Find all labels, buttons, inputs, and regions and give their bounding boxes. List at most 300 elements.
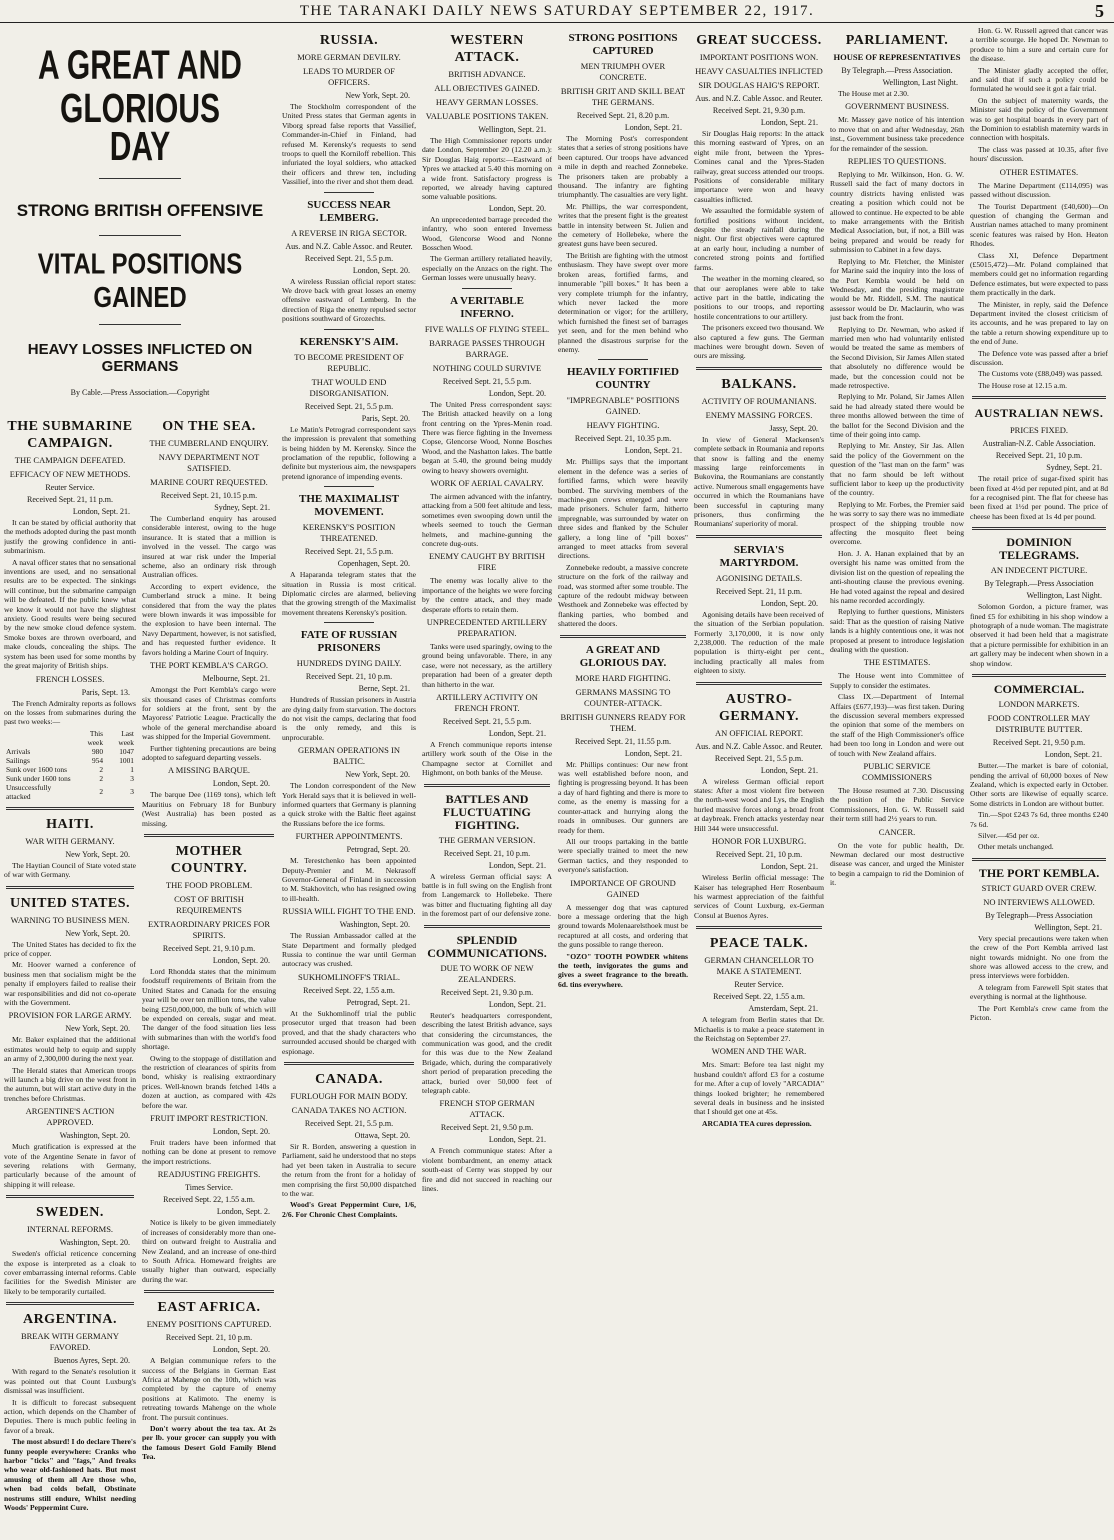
subheadline: HUNDREDS DYING DAILY. — [296, 658, 402, 669]
subheadline: A MISSING BARQUE. — [168, 765, 250, 776]
dateline: London, Sept. 21. — [488, 1135, 546, 1145]
subheadline: HONOR FOR LUXBURG. — [711, 836, 807, 847]
headline: SUCCESS NEAR LEMBERG. — [307, 198, 391, 224]
paragraph: The German artillery retaliated heavily, especially on the Anzacs on the right. The German losses were unusually heavy. — [422, 254, 552, 283]
paragraph: The enemy was locally alive to the importance of the heights we were forcing by the centre attack, and they made desperate efforts to retain them. — [422, 576, 552, 614]
advertisement: Wood's Great Peppermint Cure, 1/6, 2/6. For Chronic Chest Complaints. — [282, 1200, 416, 1219]
headline: SWEDEN. — [36, 1205, 104, 1221]
paragraph: Wireless Berlin official message: The Kaiser has telegraphed Herr Rosenbaum his warmest appreciation of the faithful services of Count Luxburg, ex-German Consul at Buenos Ayres. — [694, 873, 824, 920]
paragraph: Le Matin's Petrograd correspondent says the impression is prevalent that something is being hidden by M. Kerensky. Since the proclamation of the republic, following a definite but mysterious aim, the newspapers pretend ignorance of impending events. — [282, 424, 416, 481]
paragraph: At the Sukhomlinoff trial the public prosecutor urged that treason had been proved, and that the shady characters who surrounded accused should be charged with espionage. — [282, 1008, 416, 1056]
dateline: Copenhagen, Sept. 20. — [337, 559, 410, 569]
received-line: Received Sept. 21, 10 p.m. — [165, 1333, 253, 1343]
paragraph: A Belgian communique refers to the success of the Belgians in German East Africa at Mahenge on the 10th, which was completed by the capture of enemy positions at Kalimoto. The enemy is retreating towards Mahenge on the whole front. The pursuit continues. — [142, 1356, 276, 1422]
paragraph: Other metals unchanged. — [978, 842, 1054, 852]
source-line: Aus. and N.Z. Cable Assoc. and Reuter. — [695, 94, 823, 103]
paragraph: The Haytian Council of State voted state of war with Germany. — [4, 860, 136, 880]
subheadline: EFFICACY OF NEW METHODS. — [9, 469, 131, 479]
paragraph: The House rose at 12.15 a.m. — [978, 380, 1067, 390]
banner-line-3: STRONG BRITISH OFFENSIVE — [16, 201, 264, 220]
received-line: Received Sept. 21, 9.10 p.m. — [162, 943, 256, 953]
subheadline: THE CUMBERLAND ENQUIRY. — [149, 438, 269, 448]
table-cell: 3 — [130, 787, 134, 797]
paragraph: Mr. Massey gave notice of his intention to move that on and after Wednesday, 26th inst., Government business take precedence for the remainder of the session. — [830, 115, 964, 153]
received-line: Received Sept. 21, 5.5 p.m. — [304, 253, 394, 263]
dateline: Paris, Sept. 13. — [81, 687, 130, 697]
paragraph: Silver.—45d per oz. — [978, 830, 1040, 840]
table-cell: Sunk under 1600 tons — [6, 773, 71, 783]
dateline: Berne, Sept. 21. — [358, 684, 410, 694]
subheadline: ARTILLERY ACTIVITY ON FRENCH FRONT. — [436, 692, 538, 714]
headline: PEACE TALK. — [709, 936, 809, 952]
subheadline: AN INDECENT PICTURE. — [990, 565, 1088, 576]
dateline: Sydney, Sept. 21. — [214, 503, 270, 512]
subheadline: DUE TO WORK OF NEW ZEALANDERS. — [440, 962, 534, 984]
table-cell: This week — [87, 728, 104, 747]
table-cell: 1 — [130, 764, 134, 774]
paragraph: Amongst the Port Kembla's cargo were six thousand cases of Christmas comforts for soldiers at the front, sent by the Mayoress' Patriotic League. Practically the whole of the general merchandise aboard was shipped for the Imperial Government. — [142, 685, 276, 742]
dateline: London, Sept. 21. — [760, 862, 818, 872]
source-line: Aus. and N.Z. Cable Assoc. and Reuter. — [695, 741, 823, 751]
masthead-title: THE TARANAKI DAILY NEWS SATURDAY SEPTEMBER 22, 1917. — [299, 3, 815, 19]
paragraph: We assaulted the formidable system of fortified positions without incident, despite the steady rainfall during the night. Our first objectives were captured at an early hour, including a number of concreted strong points and fortified farms. — [694, 206, 824, 272]
headline: GREAT SUCCESS. — [696, 33, 822, 48]
advertisement: The most absurd! I do declare There's funny people everywhere: Cranks who harbor "ticks" and "fags," And freaks who wear old-fashioned hats. But most amusing of them all Are those who, when bad colds befall, Obstinate nostrums still endure, Whilst needing Woods' Peppermint Cure. — [4, 1437, 136, 1512]
paragraph: The United States has decided to fix the price of copper. — [4, 939, 136, 958]
received-line: Received Sept. 21, 10 p.m. — [443, 848, 531, 858]
subheadline: ACTIVITY OF ROUMANIANS. — [701, 395, 817, 406]
paragraph: Much gratification is expressed at the vote of the Argentine Senate in favor of severing relations with Germany, particularly because of the amount of shipping it will release. — [4, 1142, 136, 1189]
paragraph: The Russian Ambassador called at the State Department and formally pledged Russia to continue the war until German autocracy was crushed. — [282, 931, 416, 969]
paragraph: A telegram from Berlin states that Dr. Michaelis is to make a peace statement in the Reichstag on September 27. — [694, 1015, 824, 1043]
paragraph: The weather in the morning cleared, so that our aeroplanes were able to take active part in the battle, indicating the positions to our troops, and reporting hostile concentrations to our artillery. — [694, 274, 824, 321]
headline: BALKANS. — [721, 376, 797, 392]
table-cell: Unsuccessfully attacked — [6, 782, 52, 801]
subheadline: INTERNAL REFORMS. — [26, 1224, 114, 1235]
paragraph: A French communique reports intense artillery work south of the Oise in the Champagne sector at Cornillet and Highmont, on both banks of the Meuse. — [422, 740, 552, 778]
paragraph: Sir Douglas Haig reports: In the attack this morning eastward of Ypres, on an eight mile front, between the Ypres-Comines canal and the Ypres-Staden railway, great success attended our troops. Positions of considerable military importance were won and heavy casualties inflicted. — [694, 129, 824, 204]
subheadline: GERMAN OPERATIONS IN BALTIC. — [297, 745, 400, 767]
paragraph: Hon. J. A. Hanan explained that by an oversight his name was omitted from the division list on the question of repealing the anti-shouting clause the previous evening. He had voted against the repeal and desired his name recorded accordingly. — [830, 548, 964, 605]
headline: HAITI. — [46, 816, 94, 832]
received-line: Received Sept. 21, 9.50 p.m. — [992, 738, 1086, 748]
column-7 — [830, 26, 964, 1534]
subheadline: WAR WITH GERMANY. — [25, 835, 115, 846]
dateline: New York, Sept. 20. — [345, 770, 410, 780]
advertisement: ARCADIA TEA cures depression. — [702, 1118, 812, 1128]
subheadline: AN OFFICIAL REPORT. — [714, 727, 804, 738]
column-4 — [422, 26, 552, 1534]
dateline: London, Sept. 21. — [488, 729, 546, 739]
paragraph: M. Terestchenko has been appointed Deputy-Premier and M. Nekrasoff Governor-General of Finland in succession to M. Stakhovitch, who has resigned owing to ill-health. — [282, 856, 416, 903]
dateline: London, Sept. 20. — [212, 1127, 270, 1137]
subheadline: BREAK WITH GERMANY FAVORED. — [20, 1331, 120, 1353]
paragraph: Replying to Mr. Fletcher, the Minister for Marine said the inquiry into the loss of the Port Kembla would be held on Wednesday, and the presiding magistrate would be Mr. Riddell, S.M. The nautical assessor would be Dr. Maclaurin, who was just back from the front. — [830, 256, 964, 323]
dateline: Wellington, Sept. 21. — [478, 125, 546, 134]
subheadline: KERENSKY'S POSITION THREATENED. — [302, 522, 396, 544]
headline: THE PORT KEMBLA. — [978, 865, 1100, 880]
dateline: London, Sept. 21. — [624, 123, 682, 132]
subheadline: NO INTERVIEWS ALLOWED. — [983, 896, 1095, 907]
paragraph: The airmen advanced with the infantry, attacking from a 500 feet altitude and less, sometimes even swooping down until the wheels seemed to touch the German helmets, and machine-gunning the concrete dug-outs. — [422, 491, 552, 548]
dateline: Wellington, Last Night. — [1026, 591, 1102, 601]
advertisement: "OZO" TOOTH POWDER whitens the teeth, invigorates the gums and gives a sweet fragrance to the breath. 6d. tins everywhere. — [558, 951, 688, 989]
received-line: Received Sept. 21, 5.5 p.m. — [304, 401, 394, 411]
subheadline: PROVISION FOR LARGE ARMY. — [8, 1010, 132, 1021]
paragraph: The Morning Post's correspondent states that a series of strong positions have been captured. Our troops have advanced a mile in depth and reached Zonnebeke. The prisoners taken are probably a thousand. The infantry are fighting triumphantly. The casualties are very light. — [558, 134, 688, 200]
dateline: London, Sept. 20. — [212, 1345, 270, 1355]
column-6 — [694, 26, 824, 1534]
dateline: Buenos Ayres, Sept. 20. — [53, 1356, 130, 1366]
source-line: Aus. and N.Z. Cable Assoc. and Reuter. — [285, 241, 413, 251]
received-line: Received Sept. 21, 9.50 p.m. — [440, 1123, 534, 1133]
table-row — [4, 783, 136, 801]
paragraph: A telegram from Farewell Spit states that everything is normal at the lighthouse. — [970, 982, 1108, 1002]
paragraph: Class XI, Defence Department (£5015,472)—Mr. Poland complained that members could get no information regarding Defence estimates, but were expected to pass them practically in the dark. — [970, 250, 1108, 298]
dateline: London, Sept. 21. — [72, 507, 130, 516]
paragraph: An unprecedented barrage preceded the infantry, who soon entered Inverness Wood, Glencorse Wood and Nonne Bosschen Wood. — [422, 214, 552, 253]
subheadline: "IMPREGNABLE" POSITIONS GAINED. — [566, 395, 680, 417]
paragraph: Further tightening precautions are being adopted to safeguard departing vessels. — [142, 743, 276, 762]
subheadline: BRITISH GUNNERS READY FOR THEM. — [560, 711, 686, 733]
paragraph: It is difficult to forecast subsequent action, which depends on the Chamber of Deputies. There is much public feeling in favor of a break. — [4, 1397, 136, 1435]
paragraph: The Defence vote was passed after a brief discussion. — [970, 348, 1108, 367]
paragraph: The class was passed at 10.35, after five hours' discussion. — [970, 144, 1108, 164]
dateline: London, Sept. 21. — [1044, 750, 1102, 760]
page-number: 5 — [1095, 1, 1104, 21]
subheadline: PRICES FIXED. — [1009, 425, 1069, 436]
paragraph: Lord Rhondda states that the minimum foodstuff requirements of Britain from the United States and Canada for the ensuing year will be over ten million tons, the value being £250,000,000, the bulk of which will be expended on cereals, sugar and meat. The danger of the food situation lies less with submarines than with the world's food shortage. — [142, 966, 276, 1052]
paragraph: Notice is likely to be given immediately of increases of considerably more than one-third on outward freight to Australia and New Zealand, and an increase of one-third to South Africa. Homeward freights are usually higher than outward, especially during the war. — [142, 1218, 276, 1284]
received-line: Received Sept. 21, 10 p.m. — [715, 850, 803, 860]
paragraph: Agonising details have been received of the situation of the Serbian population. Formerly 3,170,000, it is now only 2,238,000. The reduction of the male population is thirty-eight per cent., including practically all males from eighteen to sixty. — [694, 609, 824, 676]
received-line: Received Sept. 22, 1.55 a.m. — [713, 992, 805, 1002]
dateline: London, Sept. 21. — [760, 765, 818, 775]
subheadline: BRITISH GRIT AND SKILL BEAT THE GERMANS. — [560, 86, 686, 107]
paragraph: Replying to Mr. Forbes, the Premier said he was sorry to say there was no immediate prospect of the shipping trouble now affecting the mosquito fleet being overcome. — [830, 499, 964, 547]
table-row — [4, 765, 136, 774]
subheadline: LEADS TO MURDER OF OFFICERS. — [302, 66, 396, 87]
table-header-row — [4, 729, 136, 747]
subheadline: NOTHING COULD SURVIVE — [432, 362, 542, 373]
paragraph: The Cumberland enquiry has aroused considerable interest, owing to the huge insurance. It is stated that a million is involved in the vessel. The cargo was insured at war risk under the Imperial scheme, also an ordinary risk through Australian offices. — [142, 514, 276, 580]
headline: UNITED STATES. — [9, 895, 131, 911]
paragraph: The Minister gladly accepted the offer, and said that if such a policy could be formulated he would see it got a fair trial. — [970, 65, 1108, 94]
subheadline: MORE HARD FIGHTING. — [575, 672, 671, 683]
paragraph: Fruit traders have been informed that nothing can be done at present to remove the import restrictions. — [142, 1138, 276, 1166]
dateline: Sydney, Sept. 21. — [1046, 463, 1102, 473]
subheadline: BRITISH ADVANCE. — [448, 69, 526, 79]
dateline: Jassy, Sept. 20. — [769, 423, 818, 433]
paragraph: The London correspondent of the New York Herald says that it is believed in well-informed quarters that Germany is planning a quick stroke with the Baltic fleet against the Russians before the ice forms. — [282, 781, 416, 828]
table-cell: 2 — [99, 787, 104, 797]
subheadline: FURTHER APPOINTMENTS. — [295, 831, 403, 842]
received-line: Received Sept. 21, 10 p.m. — [995, 451, 1083, 461]
paragraph: The Port Kembla's crew came from the Picton. — [970, 1003, 1108, 1022]
paragraph: Very special precautions were taken when the crew of the Port Kembla arrived last night towards midnight. No one from the shore was allowed access to the crew, and press interviews were forbidden. — [970, 933, 1108, 981]
table-cell: Sailings — [6, 755, 30, 765]
dateline: London, Sept. 21. — [488, 860, 546, 870]
received-line: Received Sept. 21, 9.30 p.m. — [440, 987, 534, 997]
subheadline: FIVE WALLS OF FLYING STEEL. — [424, 323, 550, 334]
table-row — [4, 774, 136, 783]
source-line: Reuter Service. — [734, 980, 784, 990]
dateline: London, Sept. 21. — [624, 748, 682, 758]
received-line: Received Sept. 21, 5.5 p.m. — [304, 1118, 394, 1128]
table-cell: 954 — [91, 755, 104, 765]
paragraph: Reuter's headquarters correspondent, describing the latest British advance, says that considering the circumstances, the communication was good, and the credit for this was due to the New Zealand Brigade, which, during the comparatively short period of preparation preceding the attack, buried over 50,000 feet of telegraph cable. — [422, 1010, 552, 1095]
subheadline: HEAVY CASUALTIES INFLICTED — [695, 66, 823, 76]
dateline: New York, Sept. 20. — [345, 91, 410, 100]
subheadline: CANCER. — [878, 826, 916, 837]
received-line: Received Sept. 21, 5.5 p.m. — [714, 753, 804, 763]
table-row — [4, 756, 136, 765]
paragraph: Replying to Mr. Anstey, Sir Jas. Allen said the policy of the Government on the question of the "last man on the farm" was that no farm should be left without sufficient labor to keep up the productivity of the country. — [830, 441, 964, 498]
paragraph: The House went into Committee of Supply to consider the estimates. — [830, 671, 964, 690]
headline: KERENSKY'S AIM. — [299, 335, 399, 348]
column-3 — [282, 26, 416, 1534]
paragraph: A Haparanda telegram states that the situation in Russia is most critical. Diplomatic circles are alarmed, believing that the growing strength of the Maximalist movement threatens Kerensky's position. — [282, 570, 416, 617]
banner-line-1: A GREAT AND GLORIOUS — [38, 43, 242, 132]
subheadline: AGONISING DETAILS. — [715, 572, 803, 583]
subheadline: WOMEN AND THE WAR. — [711, 1046, 807, 1057]
paragraph: A wireless German official report states: After a most violent fire between the north-west wood and Lys, the English hurled massive forces along a broad front at daybreak. French attacks yesterday near Hill 344 were unsuccessful. — [694, 776, 824, 833]
received-line: Received Sept. 21, 5.5 p.m. — [442, 376, 532, 386]
table-cell: Sunk over 1600 tons — [6, 764, 67, 774]
paragraph: The British are fighting with the utmost enthusiasm. They have swept over more broken areas, fortified farms, and innumerable "pill boxes." It has been a very complete triumph for the infantry, which never lacked the more determination or vigor; for the artillery, which furnished the finest set of barrages yet seen, and for the men behind who planned the disastrous surprise for the enemy. — [558, 250, 688, 354]
paragraph: Tanks were used sparingly, owing to the ground being unfavorable. There, in any case, were not necessary, as the artillery preparation had been of a greater depth than hitherto in the war. — [422, 642, 552, 689]
dateline: Amsterdam, Sept. 21. — [748, 1004, 818, 1014]
headline: BATTLES AND FLUCTUATING FIGHTING. — [443, 791, 531, 832]
paragraph: In view of General Mackensen's complete setback in Roumania and reports that snow is falling and the enemy massing large reinforcements in Bukovina, the Roumanians are constantly active. Numerous small engagements have occurred in which the Roumanians have been successful in capturing many prisoners, thus confirming the Roumanians' superiority of moral. — [694, 434, 824, 529]
banner-line-4: VITAL POSITIONS GAINED — [37, 248, 243, 315]
dateline: London, Sept. 20. — [488, 203, 546, 213]
subheadline: NAVY DEPARTMENT NOT SATISFIED. — [158, 452, 260, 473]
headline: EAST AFRICA. — [157, 1300, 261, 1316]
subheadline: REPLIES TO QUESTIONS. — [847, 156, 947, 167]
subheadline: THAT WOULD END DISORGANISATION. — [309, 376, 389, 398]
lead-banner — [4, 26, 276, 406]
received-line: Received Sept. 22, 1.55 a.m. — [303, 985, 395, 995]
dateline: Washington, Sept. 20. — [339, 920, 410, 930]
paragraph: Replying to Mr. Wilkinson, Hon. G. W. Russell said the fact of many doctors in country districts having enlisted was creating a position which could not be allowed to continue. He expected to be able to make arrangements with the British Medical Association, but, if not, a Bill was being prepared and would be ready for submission to Cabinet in a few days. — [830, 170, 964, 255]
dateline: Petrograd, Sept. 20. — [346, 845, 410, 855]
dateline: London, Sept. 20. — [212, 955, 270, 965]
paragraph: Sweden's official reticence concerning the expose is interpreted as a cloak to cover embarrassing internal reforms. Cable facilities for the Swedish Minister are likely to be temporarily curtailed. — [4, 1249, 136, 1296]
subheadline: WARNING TO BUSINESS MEN. — [10, 914, 130, 925]
subheadline: HEAVY GERMAN LOSSES. — [435, 97, 539, 107]
column-8 — [970, 26, 1108, 1534]
paragraph: The French Admiralty reports as follows on the losses from submarines during the past two weeks:— — [4, 698, 136, 727]
table-cell: 3 — [130, 773, 134, 783]
paragraph: It can be stated by official authority that the methods adopted during the past month justify the growing confidence in anti-submarinism. — [4, 518, 136, 556]
headline: HEAVILY FORTIFIED COUNTRY — [567, 366, 679, 392]
headline: RUSSIA. — [319, 33, 379, 48]
paragraph: Tin.—Spot £243 7s 6d, three months £240 7s 6d. — [970, 810, 1108, 829]
subheadline: THE PORT KEMBLA'S CARGO. — [150, 660, 268, 671]
table-cell: Arrivals — [6, 746, 31, 756]
paragraph: The Tourist Department (£40,600)—On question of changing the German and Austrian names attached to many prominent scenic features was raised by Hon. Heaton Rhodes. — [970, 201, 1108, 249]
paragraph: The High Commissioner reports under date London, September 20 (12.20 a.m.): Sir Douglas Haig reports:—Eastward of Ypres we attacked at 5.40 this morning on a wide front. Satisfactory progress is reported, we already having captured some valuable positions. — [422, 136, 552, 202]
subheadline: THE FOOD PROBLEM. — [165, 879, 253, 890]
paragraph: Mr. Phillips, the war correspondent, writes that the present fight is the greatest battle in intensity between St. Julien and the cemetery of Hollebeke, where the greatest guns have been secured. — [558, 201, 688, 249]
subheadline: MARINE COURT REQUESTED. — [150, 477, 268, 487]
paragraph: With regard to the Senate's resolution it was pointed out that Count Luxburg's dismissal was insufficient. — [4, 1367, 136, 1396]
paragraph: A messenger dog that was captured bore a message ordering that the high ground towards Molenaarelsthoek must be recaptured at all costs, and ordering that the guns possible to range thereon. — [558, 902, 688, 950]
subheadline: ENEMY POSITIONS CAPTURED. — [146, 1319, 272, 1330]
column-1 — [4, 412, 136, 1534]
paragraph: The House met at 2.30. — [838, 89, 909, 98]
paragraph: Class IX.—Department of Internal Affairs (£677,193)—was first taken. During the discussion several members expressed the opinion that some of the members on the staff of the High Commissioner's office had been too long in London and were out of touch with New Zealand affairs. — [830, 692, 964, 758]
subheadline: IMPORTANCE OF GROUND GAINED — [570, 877, 676, 899]
headline: THE SUBMARINE CAMPAIGN. — [7, 419, 133, 451]
subheadline: FRENCH STOP GERMAN ATTACK. — [439, 1098, 535, 1120]
subheadline: GERMAN CHANCELLOR TO MAKE A STATEMENT. — [704, 955, 814, 977]
subheadline: ENEMY CAUGHT BY BRITISH FIRE — [428, 551, 546, 573]
headline: ON THE SEA. — [162, 419, 256, 434]
banner-line-5: HEAVY LOSSES INFLICTED ON GERMANS — [27, 341, 253, 375]
headline: COMMERCIAL. — [993, 682, 1085, 697]
received-line: Received Sept. 21, 10 p.m. — [305, 672, 393, 682]
subheadline: VALUABLE POSITIONS TAKEN. — [425, 111, 549, 121]
advertisement: Don't worry about the tea tax. At 2s per lb. your grocer can supply you with the famous Desert Gold Family Blend Tea. — [142, 1423, 276, 1462]
headline: SERVIA'S MARTYRDOM. — [719, 543, 799, 569]
headline: A GREAT AND GLORIOUS DAY. — [579, 643, 667, 669]
headline: A VERITABLE INFERNO. — [450, 294, 524, 320]
table-cell: 1047 — [119, 746, 134, 756]
subheadline: UNPRECEDENTED ARTILLERY PREPARATION. — [426, 617, 548, 638]
paragraph: The Herald states that American troops will launch a big drive on the west front in the autumn, but will start active duty in the trenches before Christmas. — [4, 1065, 136, 1103]
paragraph: Butter.—The market is bare of colonial, pending the arrival of 60,000 boxes of New Zealand, which is expected early in October. Other sorts are likewise of equally scarce. Some districts in London are without butter. — [970, 761, 1108, 808]
subheadline: BARRAGE PASSES THROUGH BARRAGE. — [429, 337, 545, 359]
dateline: Paris, Sept. 20. — [361, 413, 410, 423]
subheadline: SIR DOUGLAS HAIG'S REPORT. — [698, 80, 820, 90]
paragraph: Mr. Phillips continues: Our new front was well established before noon, and fighting is progressing beyond. It has been a day of hard fighting and there is more to come, as the enemy is massing for a counter-attack and hurrying along the roads in omnibuses. Our gunners are ready for them. — [558, 759, 688, 835]
source-line: By Telegraph.—Press Association. — [841, 66, 953, 75]
subheadline: COST OF BRITISH REQUIREMENTS — [174, 893, 244, 915]
dateline: Wellington, Sept. 21. — [1034, 922, 1102, 932]
headline: PARLIAMENT. — [845, 33, 949, 48]
dateline: Melbourne, Sept. 21. — [202, 674, 270, 684]
paragraph: The Customs vote (£88,049) was passed. — [978, 369, 1103, 379]
received-line: Received Sept. 21, 11 p.m. — [716, 586, 802, 596]
dateline: New York, Sept. 20. — [65, 1024, 130, 1034]
headline: STRONG POSITIONS CAPTURED — [568, 32, 678, 57]
paragraph: Mr. Hoover warned a conference of business men that socialism might be the penalty if employers failed to realise their war responsibilities and did not co-operate with the Government. — [4, 960, 136, 1007]
subheadline: OTHER ESTIMATES. — [999, 166, 1079, 177]
dateline: New York, Sept. 20. — [65, 928, 130, 938]
paragraph: Replying to Mr. Poland, Sir James Allen said he had already stated there would be three months allowed between the time of the ballot for the Second Division and the time of their going into camp. — [830, 392, 964, 439]
received-line: Received Sept. 21, 10.35 p.m. — [574, 434, 672, 444]
subheadline: EXTRAORDINARY PRICES FOR SPIRITS. — [147, 918, 270, 940]
paragraph: The Minister, in reply, said the Defence Department invited the closest criticism of its accounts, and he was prepared to lay on the table a return showing expenditure up to the end of June. — [970, 299, 1108, 347]
subheadline: SUKHOMLINOFF'S TRIAL. — [298, 971, 400, 982]
paragraph: Replying to Dr. Newman, who asked if married men who had voluntarily enlisted would be treated the same as members of the Second Division, Sir James Allen stated that absolutely no difference would be made, but the concession could not be made retrospective. — [830, 324, 964, 390]
received-line: Received Sept. 21, 5.5 p.m. — [442, 717, 532, 727]
paragraph: On the subject of maternity wards, the Minister said the policy of the Government was to get hospital boards in every part of the Dominion to establish maternity wards in connection with hospitals. — [970, 95, 1108, 143]
paragraph: Replying to further questions, Ministers said: That as the question of raising Native lands is a highly contentious one, it was not proposed at present to introduce legislation dealing with the question. — [830, 607, 964, 654]
paragraph: A wireless German official says: A battle is in full swing on the English front from Langemarck to Hollebeke. There was bitter and fluctuating fighting all day in the foremost part of our defensive zone. — [422, 871, 552, 919]
paragraph: Hundreds of Russian prisoners in Austria are dying daily from starvation. The doctors do not visit the camps, declaring that food is the only remedy, and this is unprocurable. — [282, 695, 416, 742]
received-line: Received Sept. 21, 5.5 p.m. — [304, 547, 394, 557]
paragraph: Mr. Baker explained that the additional estimates would help to equip and supply an army of 2,300,000 during the next year. — [4, 1035, 136, 1064]
table-cell: 980 — [91, 746, 104, 756]
paragraph: Mr. Phillips says that the important element in the defence was a series of fortified farms, which were heavily bombed. The surviving members of the machine-gun crews emerged and were made prisoners. Schuler farm, hitherto impregnable, was surrounded by water on three sides and flanked by the Schuler gallery, a long line of "pill boxes" arranged to meet attacks from several directions. — [558, 457, 688, 561]
subheadline: ENEMY MASSING FORCES. — [705, 409, 813, 420]
subheadline: MORE GERMAN DEVILRY. — [297, 52, 401, 62]
subheadline: THE GERMAN VERSION. — [438, 834, 536, 845]
table-cell: Last week — [118, 728, 134, 747]
subheadline: GERMANS MASSING TO COUNTER-ATTACK. — [575, 686, 671, 708]
paragraph: The barque Dee (1169 tons), which left Mauritius on February 18 for Bunbury (West Australia) has been posted as missing. — [142, 790, 276, 828]
subheadline: RUSSIA WILL FIGHT TO THE END. — [282, 906, 416, 917]
dateline: New York, Sept. 20. — [65, 849, 130, 859]
subheadline: IMPORTANT POSITIONS WON. — [699, 52, 819, 62]
headline: WESTERN ATTACK. — [450, 33, 524, 65]
paragraph: A wireless Russian official report states: We drove back with great losses an enemy offensive eastward of Lemberg. In the direction of Riga the enemy repulsed sector positions southward of Grozechts. — [282, 276, 416, 324]
paragraph: The prisoners exceed two thousand. We also captured a few guns. The German machines were brought down. Seven of ours are missing. — [694, 323, 824, 361]
paragraph: A French communique states: After a violent bombardment, an enemy attack south-east of Cerny was stopped by our fire and did not succeed in reaching our lines. — [422, 1146, 552, 1193]
received-line: Received Sept. 21, 9.30 p.m. — [712, 106, 806, 115]
dateline: London, Sept. 21. — [760, 118, 818, 127]
received-line: Received Sept. 22, 1.55 a.m. — [163, 1195, 255, 1205]
subheadline: FURLOUGH FOR MAIN BODY. — [290, 1090, 408, 1101]
subheadline: ALL OBJECTIVES GAINED. — [434, 83, 540, 93]
dateline: London, Sept. 20. — [488, 388, 546, 398]
paragraph: All our troops partaking in the battle were specially trained to meet the new German tactics, and they responded to everyone's satisfaction. — [558, 836, 688, 875]
subheadline: FRENCH LOSSES. — [35, 673, 105, 684]
headline: SPLENDID COMMUNICATIONS. — [427, 932, 547, 960]
headline: MOTHER COUNTRY. — [170, 843, 248, 876]
table-cell — [4, 729, 74, 747]
headline: THE MAXIMALIST MOVEMENT. — [299, 493, 399, 519]
dateline: London, Sept. 20. — [212, 779, 270, 789]
subheadline: WORK OF AERIAL CAVALRY. — [430, 477, 544, 488]
table-row — [4, 747, 136, 756]
dateline: Washington, Sept. 20. — [59, 1238, 130, 1248]
subheadline: A REVERSE IN RIGA SECTOR. — [291, 227, 407, 238]
dateline: London, Sept. 21. — [624, 446, 682, 456]
paragraph: Solomon Gordon, a picture framer, was fined £5 for exhibiting in his shop window a photograph of a nude woman. The magistrate observed it had been held that a magistrate that a picture permissible for exhibition in an art gallery may be indecent when shown in a shop window. — [970, 602, 1108, 668]
source-line: Australian-N.Z. Cable Association. — [982, 439, 1096, 449]
paragraph: According to expert evidence, the Cumberland struck a mine. It being considered that from the way the plates were blown inwards it was impossible for the explosion to have been internal. The Navy Department, however, is not satisfied, and has requested further evidence. It favors holding a Marine Court of Inquiry. — [142, 581, 276, 657]
paragraph: Hon. G. W. Russell agreed that cancer was a terrible scourge. He hoped Dr. Newman to produce to him a sure and certain cure for the disease. — [970, 26, 1108, 64]
source-line: By Telegraph—Press Association — [985, 910, 1093, 920]
paragraph: The House resumed at 7.30. Discussing the position of the Public Service Commissioners, Hon. G. W. Russell said their term still had 2½ years to run. — [830, 786, 964, 824]
table-cell: 2 — [99, 773, 104, 783]
masthead — [0, 0, 1114, 23]
paragraph: Owing to the stoppage of distillation and the restriction of clearances of spirits from bond, whisky is realising extraordinary prices. Well-known brands fetched 140s a dozen at auction, as compared with 42s before the war. — [142, 1053, 276, 1110]
received-line: Received Sept. 21, 10.15 p.m. — [160, 491, 258, 500]
paragraph: The Marine Department (£114,095) was passed without discussion. — [970, 180, 1108, 200]
banner-line-2: DAY — [109, 125, 171, 170]
subheadline: ARGENTINE'S ACTION APPROVED. — [25, 1106, 115, 1128]
dateline: London, Sept. 2. — [216, 1207, 270, 1217]
column-2 — [142, 412, 276, 1534]
paragraph: On the vote for public health, Dr. Newman declared our most destructive disease was cancer, and urged the Minister to begin a campaign to rid the Dominion of it. — [830, 840, 964, 888]
headline: DOMINION TELEGRAMS. — [999, 535, 1079, 563]
subheadline: LONDON MARKETS. — [998, 699, 1080, 710]
paragraph: The United Press correspondent says: The British attacked heavily on a long front centring on the Ypres-Menin road. There was fierce fighting in the Inverness Copse, Glencorse Wood, Nonne Bosches Wood, and the Nashatton lakes. The battle began at 5.40, the ground being muddy owing to heavy showers overnight. — [422, 399, 552, 475]
dateline: London, Sept. 20. — [760, 598, 818, 608]
dateline: London, Sept. 21. — [488, 999, 546, 1009]
byline: By Cable.—Press Association.—Copyright — [70, 388, 210, 397]
subheadline: PUBLIC SERVICE COMMISSIONERS — [862, 761, 932, 782]
paragraph: Sir R. Borden, answering a question in Parliament, said he understood that no steps had yet been taken in Australia to secure the return from the front for a holiday of men comprising the first 50,000 dispatched to the war. — [282, 1141, 416, 1198]
headline: CANADA. — [315, 1071, 383, 1087]
subheadline: THE CAMPAIGN DEFEATED. — [14, 455, 126, 465]
dateline: London, Sept. 20. — [352, 265, 410, 275]
